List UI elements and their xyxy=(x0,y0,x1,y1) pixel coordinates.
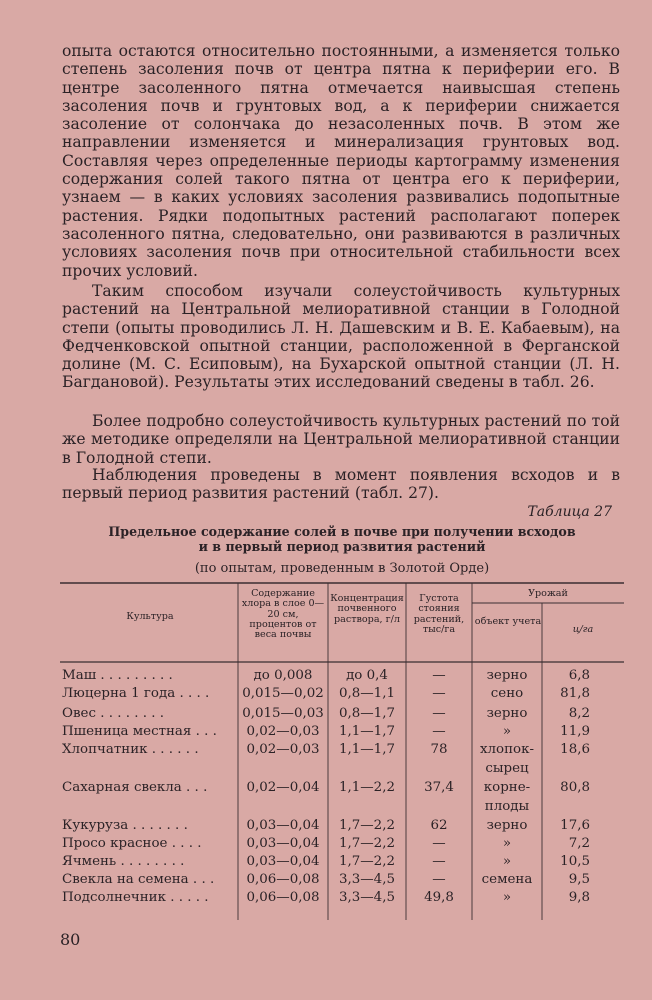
row-object-line2: сырец xyxy=(485,761,529,776)
culture-name: Ячмень xyxy=(62,854,117,869)
row-chlorine: до 0,008 xyxy=(253,668,313,683)
culture-name: Маш xyxy=(62,668,97,683)
header-concentration: Концентрация почвенного раствора, г/л xyxy=(330,593,404,625)
row-concentration: 0,8—1,1 xyxy=(339,686,395,701)
row-chlorine: 0,03—0,04 xyxy=(246,818,320,833)
dot-leader: . . . xyxy=(191,724,217,739)
culture-name: Хлопчатник xyxy=(62,742,148,757)
row-culture xyxy=(62,724,238,739)
row-density: — xyxy=(432,706,446,721)
row-concentration: 1,1—1,7 xyxy=(339,742,395,757)
page-number: 80 xyxy=(60,930,81,949)
dot-leader: . . . . . . xyxy=(147,742,199,757)
row-density: 49,8 xyxy=(424,890,454,905)
culture-name: Люцерна 1 года xyxy=(62,686,176,701)
culture-name: Кукуруза xyxy=(62,818,129,833)
row-cga: 6,8 xyxy=(568,668,590,683)
paragraph-3: Более подробно солеустойчивость культурных растений по той же методике определяли на Центральной мелиоративной станции в Голодной степи. xyxy=(62,412,620,467)
row-object: зерно xyxy=(486,818,528,833)
dot-leader: . . . xyxy=(181,780,208,795)
row-cga: 10,5 xyxy=(560,854,590,869)
row-concentration: 1,7—2,2 xyxy=(339,818,395,833)
row-cga: 18,6 xyxy=(560,742,590,757)
row-culture xyxy=(62,686,238,701)
row-object: » xyxy=(502,890,512,905)
row-chlorine: 0,06—0,08 xyxy=(246,872,320,887)
row-cga: 9,5 xyxy=(568,872,590,887)
row-object: корне- xyxy=(483,780,531,795)
row-concentration: до 0,4 xyxy=(346,668,388,683)
dot-leader: . . . . . . . . xyxy=(116,854,185,869)
row-cga: 8,2 xyxy=(568,706,590,721)
row-density: — xyxy=(432,854,446,869)
culture-name: Подсолнечник xyxy=(62,890,166,905)
row-density: 37,4 xyxy=(424,780,454,795)
row-density: — xyxy=(432,668,446,683)
row-density: — xyxy=(432,836,446,851)
row-concentration: 1,1—2,2 xyxy=(339,780,395,795)
row-culture xyxy=(62,668,238,683)
row-culture xyxy=(62,854,238,869)
culture-name: Овес xyxy=(62,706,96,721)
table-title-line-1: Предельное содержание солей в почве при получении всходов xyxy=(108,524,576,539)
row-object-line2: плоды xyxy=(484,799,530,814)
row-density: — xyxy=(432,872,446,887)
dot-leader: . . . . . . . xyxy=(128,818,188,833)
row-density: 78 xyxy=(430,742,448,757)
row-culture xyxy=(62,742,238,757)
row-culture xyxy=(62,836,238,851)
row-culture xyxy=(62,780,238,795)
row-chlorine: 0,02—0,03 xyxy=(246,724,320,739)
header-culture: Культура xyxy=(126,611,174,622)
row-chlorine: 0,015—0,03 xyxy=(242,706,324,721)
row-chlorine: 0,02—0,04 xyxy=(246,780,320,795)
row-concentration: 3,3—4,5 xyxy=(339,872,395,887)
row-chlorine: 0,03—0,04 xyxy=(246,836,320,851)
dot-leader: . . . . xyxy=(175,686,210,701)
row-cga: 80,8 xyxy=(560,780,590,795)
row-culture xyxy=(62,818,238,833)
row-cga: 11,9 xyxy=(560,724,590,739)
row-density: — xyxy=(432,686,446,701)
row-concentration: 1,7—2,2 xyxy=(339,836,395,851)
row-cga: 81,8 xyxy=(560,686,590,701)
row-culture xyxy=(62,890,238,905)
culture-name: Свекла на семена xyxy=(62,872,189,887)
header-object: объект учета xyxy=(474,616,542,627)
culture-name: Пшеница местная xyxy=(62,724,192,739)
paragraph-2: Таким способом изучали солеустойчивость культурных растений на Центральной мелиоративной станции в Голодной степи (опыты проводились Л. Н. Дашевским и В. Е. Кабаевым), на Федченковской опытной станции, расположенной в Ферганской долине (М. С. Есиповым), на Бухарской опытной станции (Л. Н. Багдановой). Результаты этих исследований сведены в табл. 26. xyxy=(62,282,620,392)
row-density: — xyxy=(432,724,446,739)
header-yield: Урожай xyxy=(528,588,568,599)
row-cga: 17,6 xyxy=(560,818,590,833)
row-concentration: 1,7—2,2 xyxy=(339,854,395,869)
dot-leader: . . . . xyxy=(167,836,202,851)
header-density: Густота стояния растений, тыс/га xyxy=(413,593,465,635)
dot-leader: . . . . . xyxy=(165,890,209,905)
row-object: » xyxy=(502,836,512,851)
row-object: зерно xyxy=(486,668,528,683)
header-chlorine: Содержание хлора в слое 0—20 см, процентов от веса почвы xyxy=(241,588,325,641)
dot-leader: . . . . . . . . . xyxy=(96,668,173,683)
row-cga: 9,8 xyxy=(568,890,590,905)
dot-leader: . . . xyxy=(188,872,215,887)
culture-name: Просо красное xyxy=(62,836,168,851)
row-object: хлопок- xyxy=(479,742,534,757)
row-object: семена xyxy=(481,872,533,887)
paragraph-1: опыта остаются относительно постоянными, а изменяется только степень засоления почв от центра пятна к периферии его. В центре засоленного пятна отмечается наивысшая степень засоления почв и грунтовых вод, а к периферии снижается засоление от солончака до незасоленных почв. В этом же направлении изменяется и минерализация грунтовых вод. Составляя через определенные периоды картограмму изменения содержания солей такого пятна от центра его к периферии, узнаем — в каких условиях засоления развивались подопытные растения. Рядки подопытных растений располагают поперек засоленного пятна, следовательно, они развиваются в различных условиях засоления почв при относительной стабильности всех прочих условий. xyxy=(62,42,620,280)
table-title-line-2: и в первый период развития растений xyxy=(198,539,486,554)
row-density: 62 xyxy=(430,818,448,833)
table-subtitle: (по опытам, проведенным в Золотой Орде) xyxy=(194,561,490,576)
row-concentration: 1,1—1,7 xyxy=(339,724,395,739)
dot-leader: . . . . . . . . xyxy=(95,706,165,721)
row-chlorine: 0,02—0,03 xyxy=(246,742,320,757)
row-object: сено xyxy=(490,686,524,701)
row-chlorine: 0,06—0,08 xyxy=(246,890,320,905)
row-culture xyxy=(62,706,238,721)
row-object: зерно xyxy=(486,706,528,721)
paragraph-4: Наблюдения проведены в момент появления всходов и в первый период развития растений (табл. 27). xyxy=(62,466,620,503)
header-cga: ц/га xyxy=(572,624,594,635)
row-object: » xyxy=(502,724,512,739)
row-concentration: 0,8—1,7 xyxy=(339,706,395,721)
row-culture xyxy=(62,872,238,887)
culture-name: Сахарная свекла xyxy=(62,780,182,795)
row-chlorine: 0,015—0,02 xyxy=(242,686,324,701)
table-number: Таблица 27 xyxy=(527,504,612,520)
row-cga: 7,2 xyxy=(568,836,590,851)
row-concentration: 3,3—4,5 xyxy=(339,890,395,905)
row-chlorine: 0,03—0,04 xyxy=(246,854,320,869)
row-object: » xyxy=(502,854,512,869)
